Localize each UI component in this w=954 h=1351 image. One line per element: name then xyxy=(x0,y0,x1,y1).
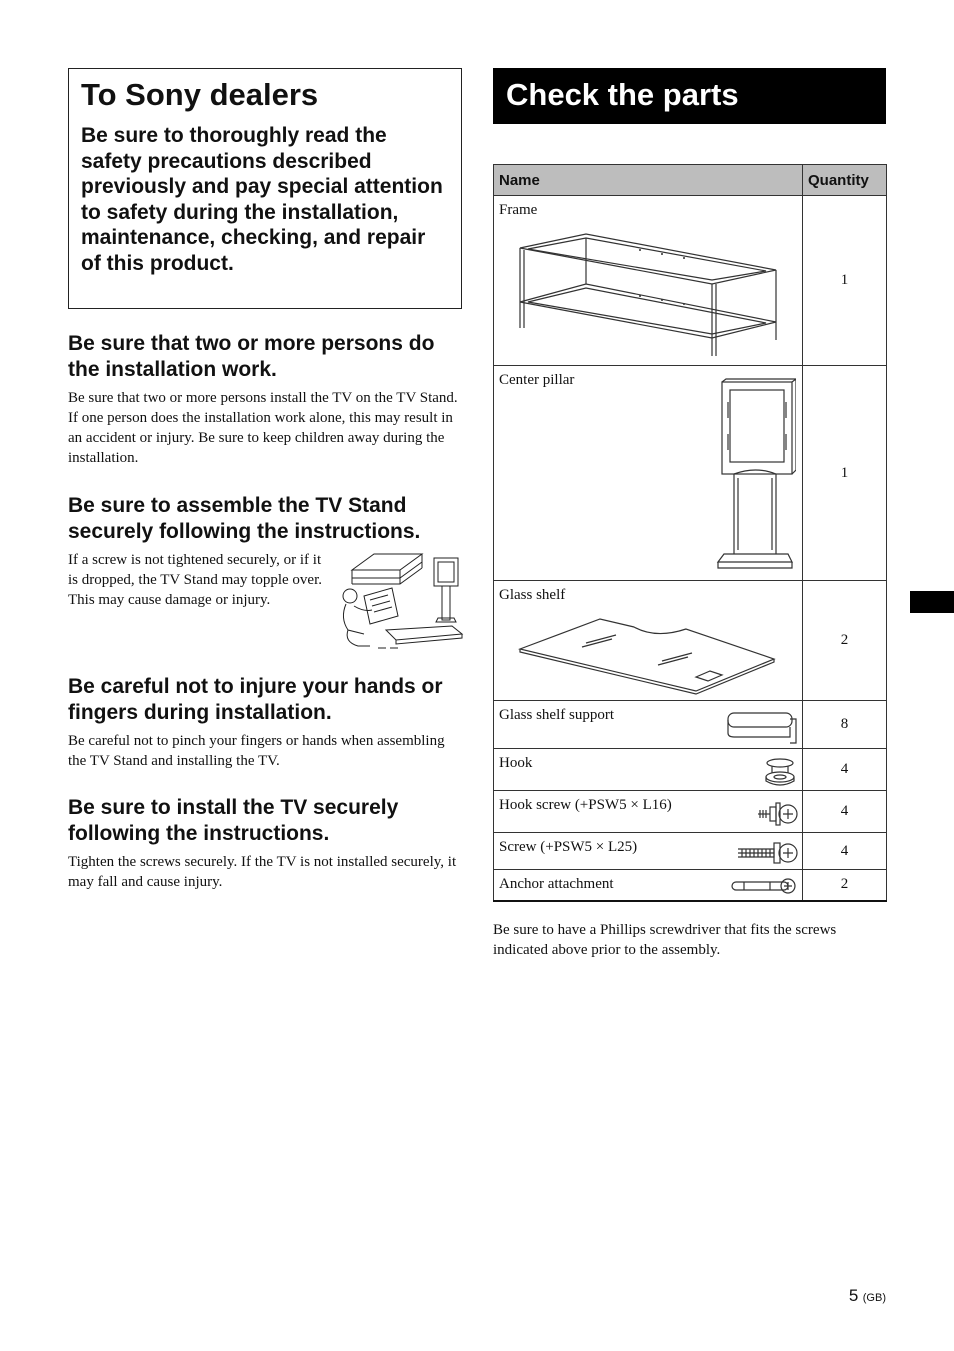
hook-screw-icon xyxy=(756,801,798,827)
part-name-cell xyxy=(494,870,803,901)
dealer-lead: Be sure to thoroughly read the safety precautions described previously and pay special attention to safety during the installation, maintenance, checking, and repair of this product. xyxy=(81,124,443,275)
part-quantity: 4 xyxy=(803,749,887,791)
screwdriver-note: Be sure to have a Phillips screwdriver that fits the screws indicated above prior to the assembly. xyxy=(493,922,837,958)
table-row xyxy=(494,833,887,870)
table-row xyxy=(494,749,887,791)
part-name: Hook xyxy=(499,755,533,771)
part-name: Glass shelf xyxy=(499,587,566,603)
table-row xyxy=(494,581,887,701)
column-header-quantity: Quantity xyxy=(803,165,887,196)
frame-icon xyxy=(516,232,778,358)
hook-icon xyxy=(764,757,796,787)
glass-shelf-support-icon xyxy=(724,709,800,745)
parts-header xyxy=(493,68,886,124)
dealer-title: To Sony dealers xyxy=(81,77,319,112)
glass-shelf-icon xyxy=(516,617,778,695)
page-number-value: 5 xyxy=(848,1286,859,1305)
section-body: Be sure that two or more persons install the TV on the TV Stand. If one person does the installation work alone, this may result in an accident or injury. Be sure to keep children away during the installation. xyxy=(68,390,458,466)
section-title: Be sure to assemble the TV Stand securely following the instructions. xyxy=(68,494,421,543)
section-two-persons xyxy=(68,331,464,468)
part-name: Anchor attachment xyxy=(499,876,614,892)
part-name: Hook screw (+PSW5 × L16) xyxy=(499,797,672,813)
part-quantity: 2 xyxy=(803,581,887,701)
section-body: Tighten the screws securely. If the TV is not installed securely, it may fall and cause injury. xyxy=(68,854,457,890)
table-row xyxy=(494,366,887,581)
part-name: Frame xyxy=(499,202,538,218)
center-pillar-icon xyxy=(716,378,796,576)
section-body: Be careful not to pinch your fingers or hands when assembling the TV Stand and installing the TV. xyxy=(68,733,445,769)
section-title: Be sure that two or more persons do the installation work. xyxy=(68,332,435,381)
part-quantity: 1 xyxy=(803,196,887,366)
part-quantity: 1 xyxy=(803,366,887,581)
part-name-cell xyxy=(494,791,803,833)
part-name-cell xyxy=(494,196,803,366)
part-name-cell xyxy=(494,701,803,749)
page-number-suffix: (GB) xyxy=(862,1292,886,1304)
assembly-illustration-icon xyxy=(334,550,464,654)
table-header-row xyxy=(494,165,887,196)
part-name: Center pillar xyxy=(499,372,575,388)
part-name: Glass shelf support xyxy=(499,707,614,723)
part-name-cell xyxy=(494,581,803,701)
page-number xyxy=(849,1286,886,1306)
screw-icon xyxy=(736,841,798,865)
section-body: If a screw is not tightened securely, or if it is dropped, the TV Stand may topple over. This may cause damage or injury. xyxy=(68,552,322,608)
part-quantity: 8 xyxy=(803,701,887,749)
section-title: Be sure to install the TV securely following the instructions. xyxy=(68,796,399,845)
section-title: Be careful not to injure your hands or fingers during installation. xyxy=(68,675,443,724)
dealer-notice-box xyxy=(68,68,462,309)
section-install-tv xyxy=(68,795,464,892)
section-hands-fingers xyxy=(68,674,464,771)
part-name-cell xyxy=(494,749,803,791)
table-row xyxy=(494,701,887,749)
section-tab-marker xyxy=(910,591,954,613)
part-quantity: 4 xyxy=(803,833,887,870)
part-quantity: 4 xyxy=(803,791,887,833)
part-name-cell xyxy=(494,833,803,870)
part-name: Screw (+PSW5 × L25) xyxy=(499,839,638,855)
table-row xyxy=(494,196,887,366)
table-row xyxy=(494,870,887,901)
part-quantity: 2 xyxy=(803,870,887,901)
part-name-cell xyxy=(494,366,803,581)
table-row xyxy=(494,791,887,833)
column-header-name: Name xyxy=(494,165,803,196)
parts-table xyxy=(493,164,887,902)
anchor-attachment-icon xyxy=(730,877,798,895)
parts-title: Check the parts xyxy=(506,77,739,112)
